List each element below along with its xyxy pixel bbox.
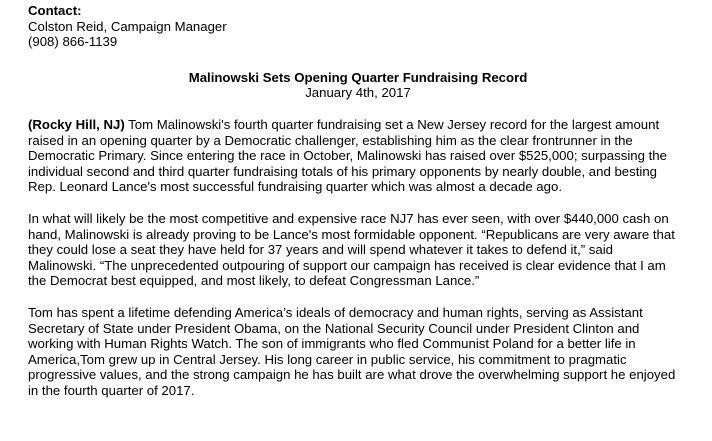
dateline-lead: (Rocky Hill, NJ) — [28, 116, 125, 132]
body-paragraph-2: In what will likely be the most competitive and expensive race NJ7 has ever seen, with over $440,000 cash on hand, Malinowski is already proving to be Lance's most formidable opponent. “Republicans are very aware that they could lose a seat they have held for 37 years and will spend whatever it takes to defend it,” said Malinowski. “The unprecedented outpouring of support our campaign has received is clear evidence that I am the Democrat best equipped, and most likely, to defeat Congressman Lance.” — [28, 210, 675, 289]
contact-block — [28, 3, 688, 50]
contact-name: Colston Reid, Campaign Manager — [28, 18, 227, 34]
contact-phone: (908) 866-1139 — [28, 34, 118, 50]
headline-block — [28, 70, 688, 101]
contact-label: Contact: — [28, 3, 82, 18]
paragraph-1-text: Tom Malinowski's fourth quarter fundraising set a New Jersey record for the largest amount raised in an opening quarter by a Democratic challenger, establishing him as the clear frontrunner in the Democratic Primary. Since entering the race in October, Malinowski has raised over $525,000; surpassing the individual second and third quarter fundraising totals of his primary opponents by nearly double, and besting Rep. Leonard Lance's most successful fundraising quarter which was almost a decade ago. — [28, 116, 667, 195]
press-release-page — [28, 3, 688, 398]
release-date: January 4th, 2017 — [305, 85, 411, 101]
body-paragraph-1 — [28, 117, 684, 195]
release-headline: Malinowski Sets Opening Quarter Fundraising Record — [188, 69, 528, 85]
body-paragraph-3: Tom has spent a lifetime defending America’s ideals of democracy and human rights, serving as Assistant Secretary of State under President Obama, on the National Security Council under President Clinton and working with Human Rights Watch. The son of immigrants who fled Communist Poland for a better life in America,Tom grew up in Central Jersey. His long career in public service, his commitment to pragmatic progressive values, and the strong campaign he has built are what drove the overwhelming support he enjoyed in the fourth quarter of 2017. — [28, 304, 676, 398]
